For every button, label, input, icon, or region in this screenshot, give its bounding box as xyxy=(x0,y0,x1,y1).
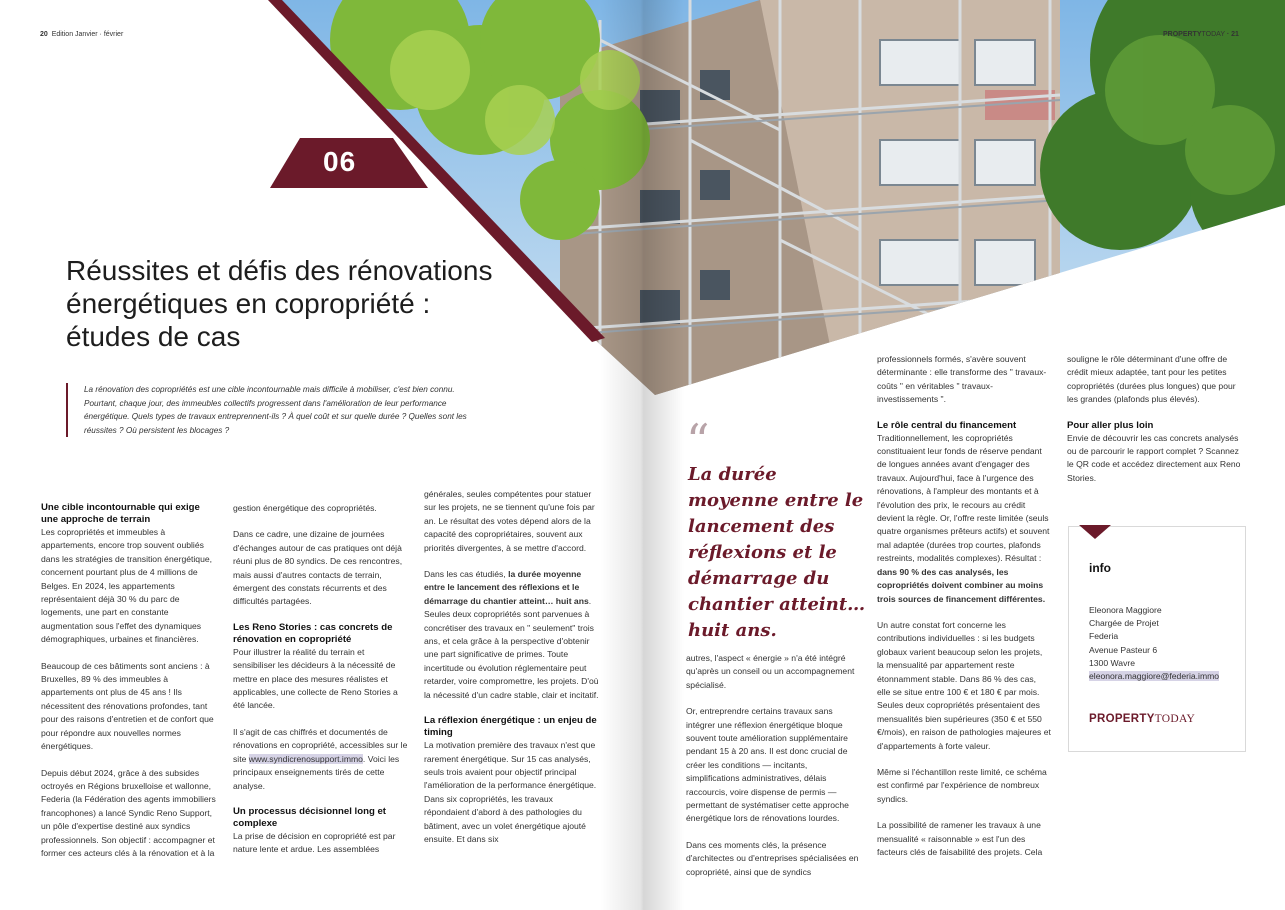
text-span: . Seules deux copropriétés sont parvenues à concrétiser des travaux en " seulement" trois ans, et cela grâce à la perspective d'obtenir une part significative de primes. Toute incertitude ou évolution réglementaire peut retarder, voire compromettre, les projets. D'où la nécessité d'un cadre stable, clair et incitatif. xyxy=(424,595,599,700)
column-6 xyxy=(1067,353,1243,498)
article-intro: La rénovation des copropriétés est une cible incontournable mais difficile à mobiliser, c'est bien connu. Pourtant, chaque jour, des immeubles collectifs progressent dans l'amélioration de leur performance énergétique. Quels types de travaux entreprennent-ils ? À quel coût et sur quelle durée ? Quelles sont les réussites ? Où persistent les blocages ? xyxy=(66,383,472,437)
heading-reno-stories: Les Reno Stories : cas concrets de rénovation en copropriété xyxy=(233,621,393,645)
text-span: . Voici les principaux enseignements tirés de cette analyse. xyxy=(233,753,400,791)
paragraph: autres, l'aspect « énergie » n'a été intégré qu'après un conseil ou un accompagnement spécialisé. xyxy=(686,653,855,690)
page-number-right: · 21 xyxy=(1226,31,1239,38)
paragraph: Beaucoup de ces bâtiments sont anciens : à Bruxelles, 89 % des immeubles à appartements ont plus de 45 ans ! Ils nécessitent des rénovations profondes, tant pour des raisons d'entretien et de confort que pour répondre aux nouvelles normes énergétiques. xyxy=(41,660,214,752)
article-number: 06 xyxy=(323,146,357,177)
contact-street: Avenue Pasteur 6 xyxy=(1089,644,1158,655)
paragraph: Pour illustrer la réalité du terrain et sensibiliser les décideurs à la nécessité de mettre en place des mesures réalistes et applicables, une collecte de Reno Stories a été lancée. xyxy=(233,646,398,711)
contact-email xyxy=(1089,670,1219,683)
paragraph: générales, seules compétentes pour statuer sur les projets, ne se tiennent qu'une fois par an. Le résultat des votes dépend alors de la capacité des copropriétaires, souvent aux priorités divergentes, à se mettre d'accord. xyxy=(424,489,595,553)
info-heading: info xyxy=(1089,561,1111,575)
column-2 xyxy=(233,502,408,870)
text-span: Dans les cas étudiés, xyxy=(424,569,509,580)
email-link[interactable]: eleonora.maggiore@federia.immo xyxy=(1089,671,1220,682)
logo-bold: PROPERTY xyxy=(1089,713,1155,725)
paragraph: La possibilité de ramener les travaux à une mensualité « raisonnable » est l'un des facteurs clés de faisabilité des projets. Cela xyxy=(877,820,1043,857)
paragraph: Envie de découvrir les cas concrets analysés ou de parcourir le rapport complet ? Scannez le QR code et accédez directement aux Reno Stories. xyxy=(1067,432,1241,483)
paragraph: souligne le rôle déterminant d'une offre de crédit mieux adaptée, tant pour les petites copropriétés (durées plus longues) que pour les grandes (plafonds plus élevés). xyxy=(1067,354,1236,405)
contact-name: Eleonora Maggiore xyxy=(1089,605,1162,615)
paragraph: La motivation première des travaux n'est que rarement énergétique. Sur 15 cas analysés, seuls trois avaient pour objectif principal l'amélioration de la performance énergétique. Dans six copropriétés, les travaux répondaient d'abord à des pathologies du bâtiment, avec un volet énergétique ajouté ensuite. Et dans six xyxy=(424,740,597,844)
paragraph: Les copropriétés et immeubles à appartements, encore trop souvent oubliés dans les stratégies de transition énergétique, concernent pourtant plus de 4 millions de Belges. En 2024, les appartements représentaient déjà 30 % du parc de logements, une part en constante augmentation sous l'effet des dynamiques démographiques, urbaines et financières. xyxy=(41,527,213,645)
column-1 xyxy=(41,502,218,873)
article-title: Réussites et défis des rénovations énergétiques en copropriété : études de cas xyxy=(66,255,493,352)
paragraph xyxy=(424,568,600,702)
paragraph xyxy=(877,432,1051,606)
folio-right xyxy=(1163,31,1239,38)
propertytoday-logo xyxy=(1089,713,1195,725)
column-4 xyxy=(686,652,862,892)
paragraph: La prise de décision en copropriété est par nature lente et ardue. Les assemblées xyxy=(233,830,396,855)
bold-span: la durée moyenne entre le lancement des réflexions et le démarrage du chantier atteint… huit ans xyxy=(424,569,589,606)
folio-left xyxy=(40,31,123,38)
paragraph: Dans ces moments clés, la présence d'architectes ou d'entreprises spécialisées en copropriété, ainsi que de syndics xyxy=(686,839,859,877)
info-box xyxy=(1068,526,1246,752)
contact-role: Chargée de Projet xyxy=(1089,618,1159,629)
bold-span: dans 90 % des cas analysés, les copropriétés doivent combiner au moins trois sources de financement différentes. xyxy=(877,566,1046,604)
paragraph: Un autre constat fort concerne les contributions individuelles : si les budgets globaux varient beaucoup selon les projets, la mensualité par appartement reste étonnamment stable. Dans 86 % des cas, elle se situe entre 100 € et 180 € par mois. Seules deux copropriétés présentaient des mensualités bien supérieures (350 € et 550 €/mois), en raison de pathologies majeures et d'appartements à forte valeur. xyxy=(877,619,1051,751)
heading-financement: Le rôle central du financement xyxy=(877,419,1017,431)
paragraph: professionnels formés, s'avère souvent déterminante : elle transforme des " travaux-coûts " en véritables " travaux-investissements ". xyxy=(877,354,1047,405)
column-3 xyxy=(424,488,600,859)
text-span: Il s'agit de cas chiffrés et documentés de rénovations en copropriété, accessibles sur le site xyxy=(233,726,408,764)
heading-timing: La réflexion énergétique : un enjeu de timing xyxy=(424,715,597,739)
quote-mark-icon: “ xyxy=(686,414,710,468)
website-link[interactable]: www.syndicrenosupport.immo xyxy=(248,753,363,764)
contact-city: 1300 Wavre xyxy=(1089,657,1136,668)
edition-label: Edition Janvier · février xyxy=(51,31,124,38)
heading-processus: Un processus décisionnel long et complexe xyxy=(233,805,386,829)
paragraph: Dans ce cadre, une dizaine de journées d'échanges autour de cas pratiques ont déjà réuni plus de 80 syndics. De ces rencontres, mais aussi d'autres contacts de terrain, émergent des constats récurrents et des difficultés partagées. xyxy=(233,529,403,607)
heading-aller-plus-loin: Pour aller plus loin xyxy=(1067,419,1154,431)
folio-brand-light: TODAY xyxy=(1201,31,1225,38)
paragraph xyxy=(233,726,408,793)
heading-cible: Une cible incontournable qui exige une approche de terrain xyxy=(41,502,200,525)
paragraph: Or, entreprendre certains travaux sans intégrer une réflexion énergétique bloque souvent toute amélioration supplémentaire pendant 15 à 20 ans. Il est donc crucial de créer les conditions — incitants, simplifications administratives, délais raccourcis, voire dispense de permis — permettant de systématiser cette approche énergétique lors de rénovations lourdes. xyxy=(686,706,849,824)
logo-light: TODAY xyxy=(1154,713,1196,725)
info-triangle-icon xyxy=(1079,525,1111,539)
column-5 xyxy=(877,353,1051,872)
page-number-left: 20 xyxy=(40,31,48,38)
contact-details xyxy=(1089,604,1219,683)
text-span: Traditionnellement, les copropriétés constituaient leur fonds de réserve pendant de longues années avant d'engager des travaux. Aujourd'hui, face à l'urgence des rénovations, à l'ampleur des montants et à l'évolution des prix, le recours au crédit devient la règle. Or, l'offre reste limitée (seuls quatre organismes prêteurs actifs) et souvent mal adaptée (durées trop courtes, plafonds restreints, modalités complexes). Résultat : xyxy=(877,432,1050,564)
paragraph: Même si l'échantillon reste limité, ce schéma est confirmé par l'expérience de nombreux syndics. xyxy=(877,766,1047,804)
pull-quote: La durée moyenne entre le lancement des réflexions et le démarrage du chantier atteint… huit ans. xyxy=(688,464,866,641)
folio-brand-bold: PROPERTY xyxy=(1163,31,1202,38)
paragraph: gestion énergétique des copropriétés. xyxy=(233,503,377,513)
contact-org: Federia xyxy=(1089,631,1119,642)
paragraph: Depuis début 2024, grâce à des subsides octroyés en Régions bruxelloise et wallonne, Federia (la Fédération des agents immobiliers francophones) a lancé Syndic Reno Support, un pôle d'expertise destiné aux syndics professionnels. Son objectif : accompagner et former ces acteurs clés à la rénovation et à la xyxy=(41,767,216,858)
